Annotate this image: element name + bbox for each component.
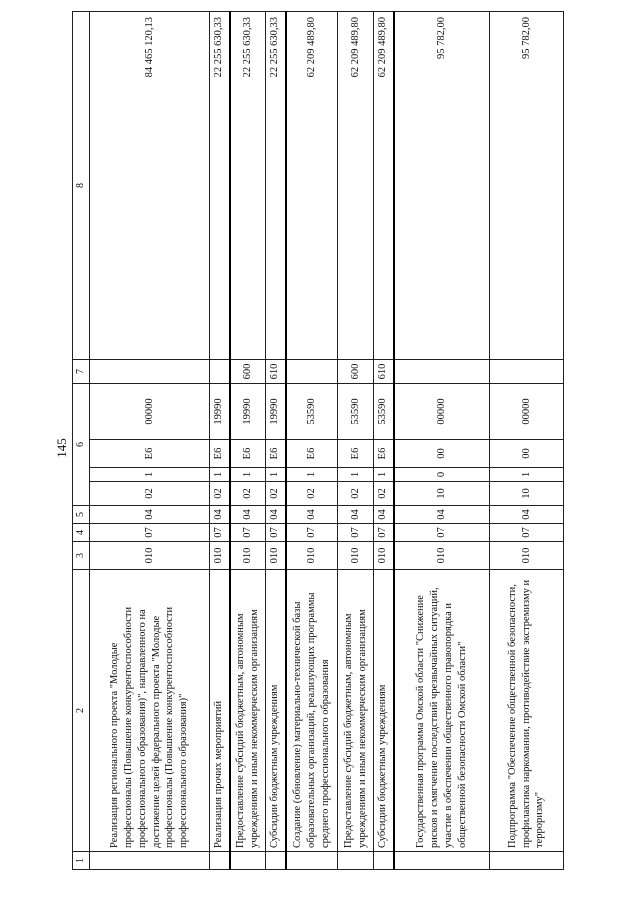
table-row [490,12,564,870]
subsection-cell: 04 [338,506,374,524]
program-cell: 02 [338,482,374,506]
project-cell: Е6 [266,440,286,468]
expense-type-cell: 600 [230,360,266,384]
direction-cell: 53590 [338,384,374,440]
table-row [230,12,266,870]
row-name: Реализация регионального проекта "Молодые профессионалы (Повышение конкурентоспособности профессионального образования)", направленного на достижение целей федерального проекта "Молодые профессионалы (Повышение конкурентоспособности профессионального образования)" [90,570,210,852]
subprogram-cell: 0 [394,468,490,482]
col-header: 3 [73,542,90,570]
row-name: Создание (обновление) материально-технической базы образовательных организаций, реализующих программы среднего профессионального образования [286,570,338,852]
program-cell: 02 [266,482,286,506]
code-cell: 010 [286,542,338,570]
expense-type-cell [490,360,564,384]
row-name: Субсидии бюджетным учреждениям [374,570,394,852]
table-row [210,12,230,870]
expense-type-cell [90,360,210,384]
subprogram-cell: 1 [210,468,230,482]
direction-cell: 00000 [394,384,490,440]
col-header: 2 [73,570,90,852]
section-cell: 07 [90,524,210,542]
code-cell: 010 [338,542,374,570]
table-row [394,12,490,870]
subprogram-cell: 1 [286,468,338,482]
program-cell: 02 [286,482,338,506]
subsection-cell: 04 [394,506,490,524]
subprogram-cell: 1 [338,468,374,482]
program-cell: 02 [374,482,394,506]
project-cell: Е6 [338,440,374,468]
subprogram-cell: 1 [230,468,266,482]
code-cell: 010 [230,542,266,570]
project-cell: Е6 [374,440,394,468]
expense-type-cell: 600 [338,360,374,384]
amount-cell: 22 255 630,33 [266,12,286,360]
col-header: 4 [73,524,90,542]
direction-cell: 53590 [286,384,338,440]
subsection-cell: 04 [374,506,394,524]
col-header: 1 [73,852,90,870]
amount-cell: 95 782,00 [490,12,564,360]
code-cell: 010 [266,542,286,570]
program-cell: 02 [210,482,230,506]
direction-cell: 00000 [90,384,210,440]
row-name: Реализация прочих мероприятий [210,570,230,852]
code-cell: 010 [490,542,564,570]
subprogram-cell: 1 [374,468,394,482]
code-cell: 010 [394,542,490,570]
subsection-cell: 04 [90,506,210,524]
amount-cell: 22 255 630,33 [210,12,230,360]
table-row [338,12,374,870]
direction-cell: 53590 [374,384,394,440]
section-cell: 07 [286,524,338,542]
amount-cell: 62 209 489,80 [338,12,374,360]
expense-type-cell: 610 [374,360,394,384]
table-row [286,12,338,870]
subsection-cell: 04 [266,506,286,524]
section-cell: 07 [266,524,286,542]
amount-cell: 62 209 489,80 [374,12,394,360]
table-row [266,12,286,870]
code-cell: 010 [210,542,230,570]
expense-type-cell [210,360,230,384]
subsection-cell: 04 [286,506,338,524]
header-row [73,12,90,870]
row-name: Государственная программа Омской области "Снижение рисков и смягчение последствий чрезвычайных ситуаций, участие в обеспечении общественного правопорядка и общественной безопасности Омской области" [394,570,490,852]
row-name: Подпрограмма "Обеспечение общественной безопасности, профилактика наркомании, противодействие экстремизму и терроризму" [490,570,564,852]
amount-cell: 62 209 489,80 [286,12,338,360]
section-cell: 07 [490,524,564,542]
amount-cell: 22 255 630,33 [230,12,266,360]
direction-cell: 19990 [230,384,266,440]
program-cell: 10 [394,482,490,506]
row-name: Предоставление субсидий бюджетным, автономным учреждениям и иным некоммерческим организациям [230,570,266,852]
project-cell: Е6 [90,440,210,468]
expense-type-cell: 610 [266,360,286,384]
direction-cell: 00000 [490,384,564,440]
project-cell: Е6 [210,440,230,468]
col-header: 6 [73,384,90,506]
budget-table [72,11,564,870]
table-row [374,12,394,870]
amount-cell: 95 782,00 [394,12,490,360]
subsection-cell: 04 [230,506,266,524]
project-cell: 00 [490,440,564,468]
table-row [90,12,210,870]
expense-type-cell [286,360,338,384]
expense-type-cell [394,360,490,384]
project-cell: Е6 [286,440,338,468]
program-cell: 02 [230,482,266,506]
subprogram-cell: 1 [490,468,564,482]
program-cell: 10 [490,482,564,506]
section-cell: 07 [230,524,266,542]
subprogram-cell: 1 [266,468,286,482]
subsection-cell: 04 [490,506,564,524]
project-cell: Е6 [230,440,266,468]
program-cell: 02 [90,482,210,506]
section-cell: 07 [338,524,374,542]
col-header: 8 [73,12,90,360]
code-cell: 010 [374,542,394,570]
project-cell: 00 [394,440,490,468]
rotated-page [72,17,608,870]
amount-cell: 84 465 120,13 [90,12,210,360]
col-header: 5 [73,506,90,524]
subprogram-cell: 1 [90,468,210,482]
section-cell: 07 [394,524,490,542]
direction-cell: 19990 [210,384,230,440]
page-number: 145 [54,438,69,458]
row-name: Субсидии бюджетным учреждениям [266,570,286,852]
section-cell: 07 [374,524,394,542]
code-cell: 010 [90,542,210,570]
section-cell: 07 [210,524,230,542]
row-name: Предоставление субсидий бюджетным, автономным учреждениям и иным некоммерческим организациям [338,570,374,852]
subsection-cell: 04 [210,506,230,524]
col-header: 7 [73,360,90,384]
direction-cell: 19990 [266,384,286,440]
